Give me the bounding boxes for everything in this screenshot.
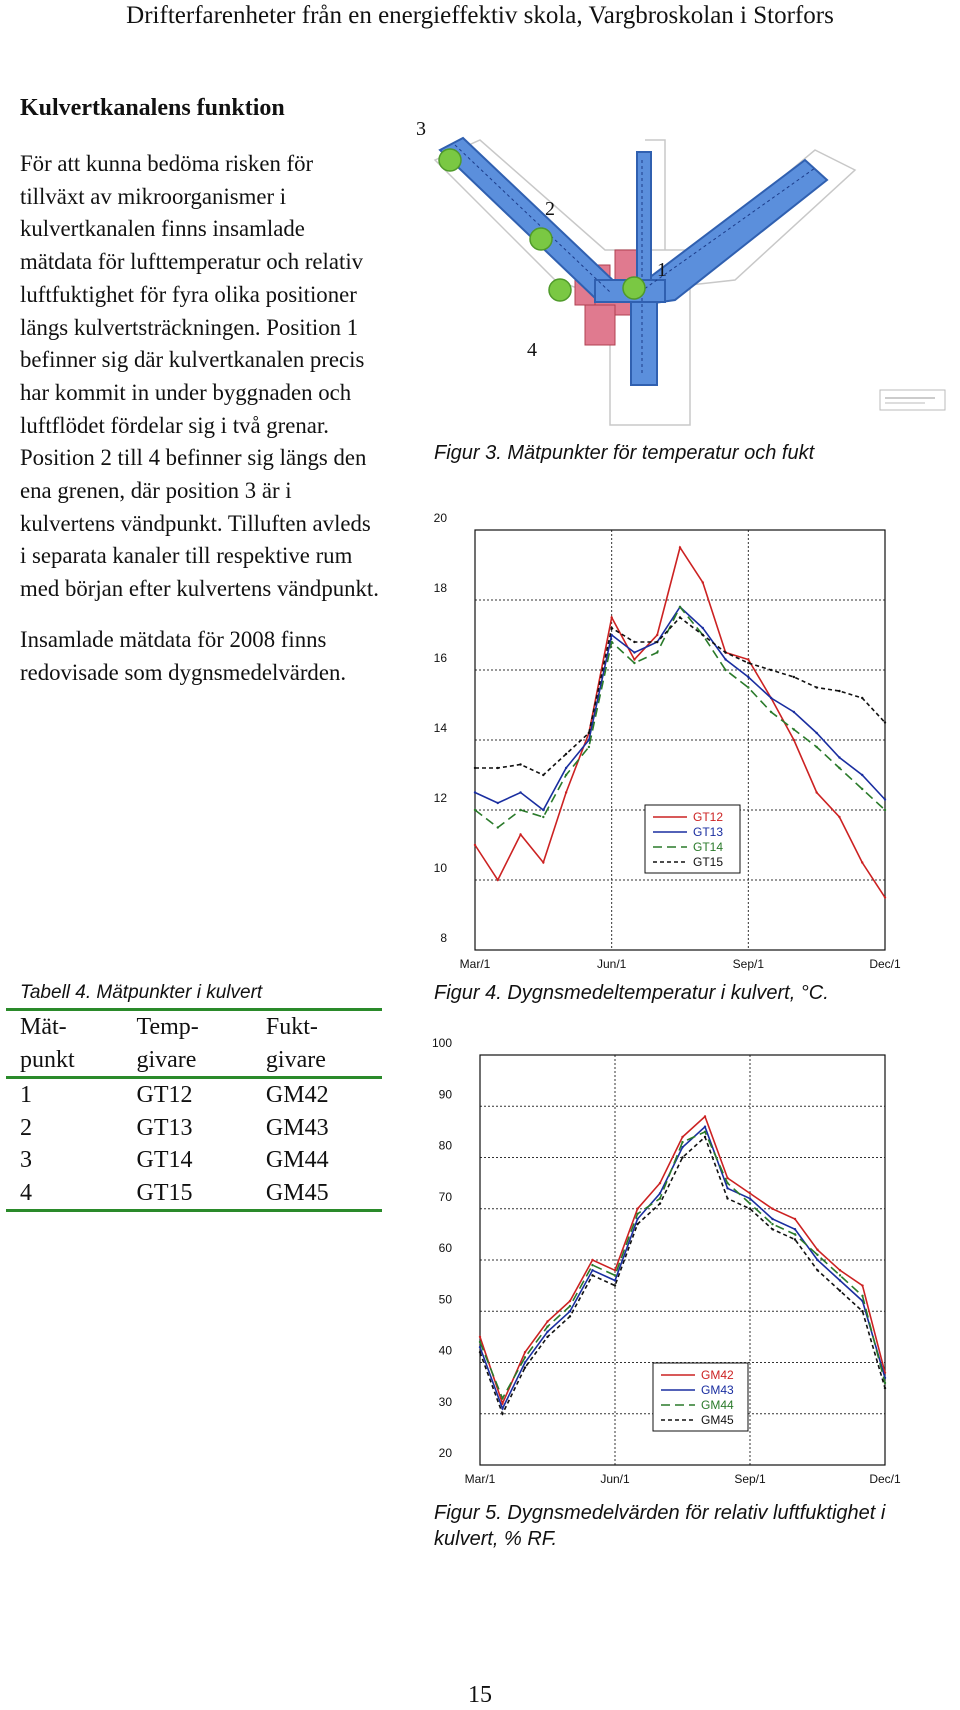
data-point xyxy=(839,1279,841,1281)
y-tick-label: 60 xyxy=(438,1241,452,1255)
table-cell: GT15 xyxy=(122,1177,251,1211)
data-point xyxy=(569,1300,571,1302)
data-point xyxy=(681,1156,683,1158)
data-point xyxy=(839,1274,841,1276)
left-column xyxy=(20,92,380,707)
data-point xyxy=(524,1366,526,1368)
table-header-cell: Mät- xyxy=(6,1010,122,1044)
data-point xyxy=(659,1182,661,1184)
y-tick-label: 10 xyxy=(433,861,447,875)
data-point xyxy=(749,1202,751,1204)
x-tick-label: Sep/1 xyxy=(732,957,765,971)
data-point xyxy=(659,1202,661,1204)
data-point xyxy=(838,816,840,818)
data-point xyxy=(839,1290,841,1292)
table-cell: GM44 xyxy=(265,1147,329,1173)
data-point xyxy=(565,753,567,755)
table-cell: GT14 xyxy=(136,1147,193,1173)
y-tick-label: 20 xyxy=(438,1446,452,1460)
data-point xyxy=(838,767,840,769)
data-point xyxy=(794,1228,796,1230)
y-tick-label: 16 xyxy=(433,651,447,665)
measurement-point-2 xyxy=(530,228,552,250)
data-point xyxy=(546,1336,548,1338)
data-point xyxy=(519,809,521,811)
data-point xyxy=(724,658,726,660)
data-point xyxy=(861,1284,863,1286)
y-tick-label: 100 xyxy=(431,1036,452,1050)
data-point xyxy=(659,1192,661,1194)
table-header-cell: givare xyxy=(122,1044,251,1078)
y-tick-label: 90 xyxy=(438,1087,452,1102)
data-point xyxy=(497,879,499,881)
y-tick-label: 40 xyxy=(438,1343,452,1358)
data-point xyxy=(546,1320,548,1322)
table-cell: 2 xyxy=(20,1114,32,1141)
data-point xyxy=(816,1259,818,1261)
data-point xyxy=(591,1264,593,1266)
x-tick-label: Sep/1 xyxy=(734,1472,766,1486)
running-head: Drifterfarenheter från en energieffektiv skola, Vargbroskolan i Storfors xyxy=(126,2,834,29)
y-tick-label: 20 xyxy=(433,511,447,525)
data-point xyxy=(501,1413,503,1415)
data-point xyxy=(501,1397,503,1399)
table-header-cell: Fukt- xyxy=(252,1010,382,1044)
point-label-3: 3 xyxy=(416,118,426,140)
data-point xyxy=(816,1249,818,1251)
data-point xyxy=(633,658,635,660)
data-point xyxy=(815,732,817,734)
data-point xyxy=(793,728,795,730)
data-point xyxy=(770,711,772,713)
data-point xyxy=(861,774,863,776)
body-paragraph: Insamlade mätdata för 2008 finns redovisade som dygnsmedelvärden. xyxy=(20,626,347,685)
data-point xyxy=(815,686,817,688)
data-point xyxy=(747,662,749,664)
data-point xyxy=(749,1208,751,1210)
data-point xyxy=(861,788,863,790)
y-tick-label: 8 xyxy=(440,931,447,945)
data-point xyxy=(633,651,635,653)
data-point xyxy=(565,774,567,776)
data-point xyxy=(749,1197,751,1199)
point-label-1: 1 xyxy=(657,259,667,281)
data-point xyxy=(614,1274,616,1276)
data-point xyxy=(771,1218,773,1220)
x-tick-label: Jun/1 xyxy=(600,1472,630,1486)
data-point xyxy=(681,1141,683,1143)
data-point xyxy=(771,1223,773,1225)
series-line-gt13 xyxy=(475,607,885,810)
data-point xyxy=(726,1187,728,1189)
table-row xyxy=(6,1112,382,1145)
data-point xyxy=(702,627,704,629)
data-point xyxy=(479,1351,481,1353)
measurement-table xyxy=(6,1008,382,1212)
data-point xyxy=(884,798,886,800)
data-point xyxy=(770,697,772,699)
data-point xyxy=(861,861,863,863)
legend-label: GM44 xyxy=(701,1398,734,1412)
table-cell: GT12 xyxy=(136,1082,193,1108)
data-point xyxy=(793,676,795,678)
data-point xyxy=(542,809,544,811)
data-point xyxy=(838,690,840,692)
table-cell: GM43 xyxy=(265,1114,329,1141)
data-point xyxy=(588,746,590,748)
table-header-cell: Temp- xyxy=(122,1010,251,1044)
data-point xyxy=(704,1131,706,1133)
data-point xyxy=(771,1208,773,1210)
series-line-gt15 xyxy=(475,618,885,776)
data-point xyxy=(679,616,681,618)
data-point xyxy=(884,809,886,811)
data-point xyxy=(884,721,886,723)
data-point xyxy=(524,1361,526,1363)
data-point xyxy=(588,732,590,734)
data-point xyxy=(497,826,499,828)
data-point xyxy=(519,791,521,793)
measurement-point-4 xyxy=(549,279,571,301)
data-point xyxy=(794,1218,796,1220)
data-point xyxy=(474,791,476,793)
data-point xyxy=(747,658,749,660)
data-point xyxy=(861,697,863,699)
data-point xyxy=(474,809,476,811)
chart-legend xyxy=(653,1363,748,1431)
data-point xyxy=(524,1356,526,1358)
y-tick-label: 30 xyxy=(438,1394,452,1409)
data-point xyxy=(569,1305,571,1307)
data-point xyxy=(610,627,612,629)
data-point xyxy=(614,1269,616,1271)
data-point xyxy=(659,1197,661,1199)
data-point xyxy=(636,1208,638,1210)
table-cell: GM45 xyxy=(252,1177,382,1211)
figure4-caption: Figur 4. Dygnsmedeltemperatur i kulvert, °C. xyxy=(434,982,829,1004)
data-point xyxy=(726,1182,728,1184)
data-point xyxy=(614,1284,616,1286)
data-point xyxy=(884,1382,886,1384)
body-paragraph: För att kunna bedöma risken för tillväxt av mikroorganismer i kulvertkanalen finns insamlade mätdata för lufttemperatur och relativ luftfuktighet för fyra olika positioner längs kulvertsträckningen. Position 1 befinner sig där kulvertkanalen precis har kommit in under byggnaden och luftflödet fördelar sig i två grenar. Position 2 till 4 befinner sig längs den ena grenen, där position 3 är i kulvertens vändpunkt. Tilluften avleds i separata kanaler till respektive rum med början efter kulvertens vändpunkt. xyxy=(20,151,379,602)
data-point xyxy=(704,1115,706,1117)
table-header-row xyxy=(6,1010,382,1044)
data-point xyxy=(724,669,726,671)
data-point xyxy=(591,1274,593,1276)
legend-label: GM45 xyxy=(701,1413,734,1427)
table-row xyxy=(6,1078,382,1112)
data-point xyxy=(794,1233,796,1235)
y-tick-label: 80 xyxy=(438,1138,452,1153)
y-tick-label: 12 xyxy=(433,791,447,805)
data-point xyxy=(542,774,544,776)
data-point xyxy=(610,616,612,618)
legend-label: GT15 xyxy=(693,855,724,869)
data-point xyxy=(679,606,681,608)
table-header-row xyxy=(6,1044,382,1078)
data-point xyxy=(636,1213,638,1215)
data-point xyxy=(816,1269,818,1271)
data-point xyxy=(771,1228,773,1230)
data-point xyxy=(861,1310,863,1312)
series-line-gt14 xyxy=(475,607,885,828)
data-point xyxy=(656,641,658,643)
data-point xyxy=(636,1223,638,1225)
data-point xyxy=(479,1336,481,1338)
point-label-2: 2 xyxy=(545,198,555,220)
data-point xyxy=(479,1346,481,1348)
table-cell: 1 xyxy=(20,1082,32,1108)
data-point xyxy=(884,896,886,898)
chart-legend xyxy=(645,805,740,873)
data-point xyxy=(497,767,499,769)
table-row xyxy=(6,1144,382,1177)
data-point xyxy=(726,1197,728,1199)
data-point xyxy=(656,634,658,636)
table-header-cell: givare xyxy=(252,1044,382,1078)
data-point xyxy=(569,1315,571,1317)
legend-label: GM43 xyxy=(701,1383,734,1397)
legend-label: GT13 xyxy=(693,825,724,839)
data-point xyxy=(519,763,521,765)
duct-branch xyxy=(631,290,657,385)
page-number: 15 xyxy=(468,1682,492,1708)
legend-label: GT14 xyxy=(693,840,724,854)
data-point xyxy=(569,1310,571,1312)
data-point xyxy=(546,1325,548,1327)
y-tick-label: 14 xyxy=(433,721,447,735)
data-point xyxy=(861,1295,863,1297)
table-cell: GT13 xyxy=(136,1114,193,1141)
temperature-chart xyxy=(430,511,910,971)
data-point xyxy=(565,791,567,793)
plan-legend xyxy=(880,390,945,410)
data-point xyxy=(679,546,681,548)
table-cell: GM42 xyxy=(265,1082,329,1108)
data-point xyxy=(479,1341,481,1343)
data-point xyxy=(633,662,635,664)
x-tick-label: Jun/1 xyxy=(596,957,627,971)
data-point xyxy=(542,816,544,818)
data-point xyxy=(610,641,612,643)
data-point xyxy=(565,767,567,769)
x-tick-label: Mar/1 xyxy=(464,1472,496,1486)
data-point xyxy=(633,641,635,643)
figure3-caption: Figur 3. Mätpunkter för temperatur och fukt xyxy=(434,442,815,464)
data-point xyxy=(656,651,658,653)
data-point xyxy=(724,651,726,653)
data-point xyxy=(794,1238,796,1240)
table-caption: Tabell 4. Mätpunkter i kulvert xyxy=(20,982,263,1003)
data-point xyxy=(726,1177,728,1179)
section-title: Kulvertkanalens funktion xyxy=(20,95,285,121)
x-tick-label: Mar/1 xyxy=(459,957,491,971)
humidity-chart xyxy=(430,1036,910,1490)
data-point xyxy=(474,767,476,769)
data-point xyxy=(501,1407,503,1409)
measurement-point-1 xyxy=(623,277,645,299)
data-point xyxy=(793,711,795,713)
legend-label: GT12 xyxy=(693,810,724,824)
table-cell: 3 xyxy=(20,1147,32,1173)
data-point xyxy=(704,1136,706,1138)
data-point xyxy=(591,1269,593,1271)
room-block xyxy=(585,305,615,345)
data-point xyxy=(591,1259,593,1261)
y-tick-label: 18 xyxy=(433,581,447,595)
data-point xyxy=(749,1192,751,1194)
table-row xyxy=(6,1177,382,1211)
table-header-cell: punkt xyxy=(6,1044,122,1078)
data-point xyxy=(815,746,817,748)
data-point xyxy=(839,1269,841,1271)
data-point xyxy=(884,1387,886,1389)
data-point xyxy=(497,802,499,804)
data-point xyxy=(702,634,704,636)
data-point xyxy=(474,844,476,846)
floor-plan-figure xyxy=(416,80,950,430)
data-point xyxy=(815,791,817,793)
legend-label: GM42 xyxy=(701,1368,734,1382)
data-point xyxy=(702,581,704,583)
data-point xyxy=(838,756,840,758)
data-point xyxy=(747,686,749,688)
data-point xyxy=(681,1136,683,1138)
y-tick-label: 50 xyxy=(438,1292,452,1307)
data-point xyxy=(519,833,521,835)
x-tick-label: Dec/1 xyxy=(869,957,901,971)
data-point xyxy=(747,676,749,678)
table-cell: 4 xyxy=(6,1177,122,1211)
data-point xyxy=(546,1331,548,1333)
data-point xyxy=(793,739,795,741)
data-point xyxy=(816,1254,818,1256)
data-point xyxy=(681,1146,683,1148)
data-point xyxy=(542,861,544,863)
data-point xyxy=(770,669,772,671)
x-tick-label: Dec/1 xyxy=(869,1472,901,1486)
figure5-caption: Figur 5. Dygnsmedelvärden för relativ luftfuktighet i kulvert, % RF. xyxy=(434,1502,886,1550)
y-tick-label: 70 xyxy=(438,1189,452,1204)
point-label-4: 4 xyxy=(527,339,537,361)
data-point xyxy=(524,1351,526,1353)
measurement-point-3 xyxy=(439,149,461,171)
data-point xyxy=(704,1126,706,1128)
